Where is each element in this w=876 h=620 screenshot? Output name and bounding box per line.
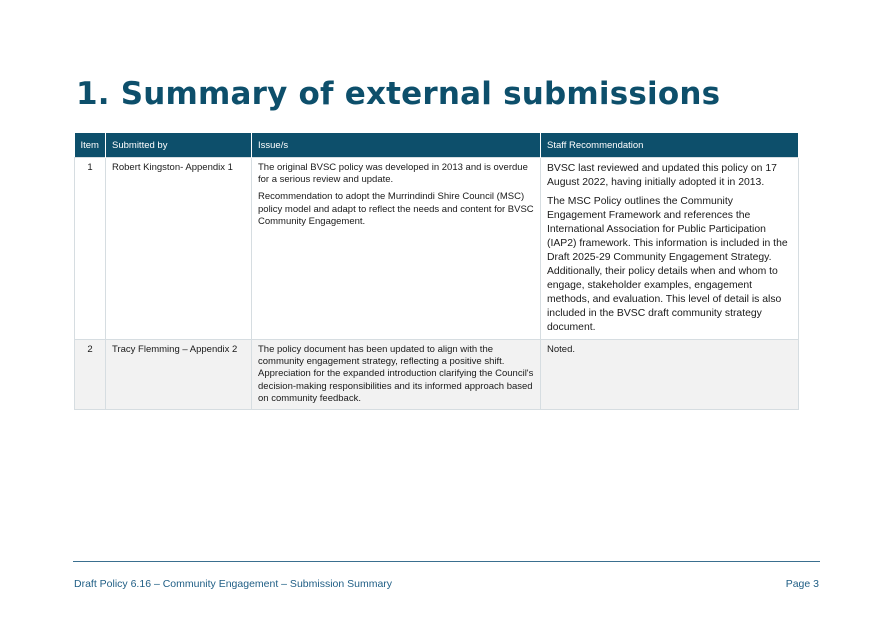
column-header-submitted-by: Submitted by [106, 133, 252, 158]
issues-cell [252, 340, 541, 410]
footer-divider [73, 561, 820, 562]
footer-page-number: Page 3 [785, 578, 819, 590]
recommendation-text: Noted. [547, 344, 575, 355]
page-title: 1. Summary of external submissions [76, 76, 721, 112]
column-header-issues: Issue/s [252, 133, 541, 158]
submitted-by: Tracy Flemming – Appendix 2 [106, 340, 252, 410]
recommendation-cell [541, 340, 799, 410]
table-row [75, 340, 799, 410]
column-header-item: Item [75, 133, 106, 158]
recommendation-cell [541, 158, 799, 340]
issue-text: The policy document has been updated to align with the community engagement strategy, reflecting a positive shift. Appreciation for the expanded introduction clarifying the Council's decision-making responsibilities and its informed approach based on community feedback. [258, 344, 534, 404]
issue-text: Recommendation to adopt the Murrindindi Shire Council (MSC) policy model and adapt to reflect the needs and content for BVSC Community Engagement. [258, 191, 534, 227]
submissions-table [74, 133, 799, 410]
recommendation-text: BVSC last reviewed and updated this policy on 17 August 2022, having initially adopted it in 2013. [547, 163, 777, 188]
footer-document-title: Draft Policy 6.16 – Community Engagement – Submission Summary [74, 578, 393, 590]
issue-text: The original BVSC policy was developed in 2013 and is overdue for a serious review and update. [258, 162, 528, 186]
item-number: 1 [75, 158, 106, 340]
column-header-staff-recommendation: Staff Recommendation [541, 133, 799, 158]
table-header-row [75, 133, 799, 158]
submitted-by: Robert Kingston- Appendix 1 [106, 158, 252, 340]
table-row [75, 158, 799, 340]
issues-cell [252, 158, 541, 340]
item-number: 2 [75, 340, 106, 410]
recommendation-text: The MSC Policy outlines the Community Engagement Framework and references the International Association for Public Participation (IAP2) framework. This information is included in the Draft 2025-29 Community Engagement Strategy. Additionally, their policy details when and whom to engage, stakeholder examples, engagement methods, and evaluation. This level of detail is also included in the BVSC draft community strategy document. [547, 196, 788, 333]
